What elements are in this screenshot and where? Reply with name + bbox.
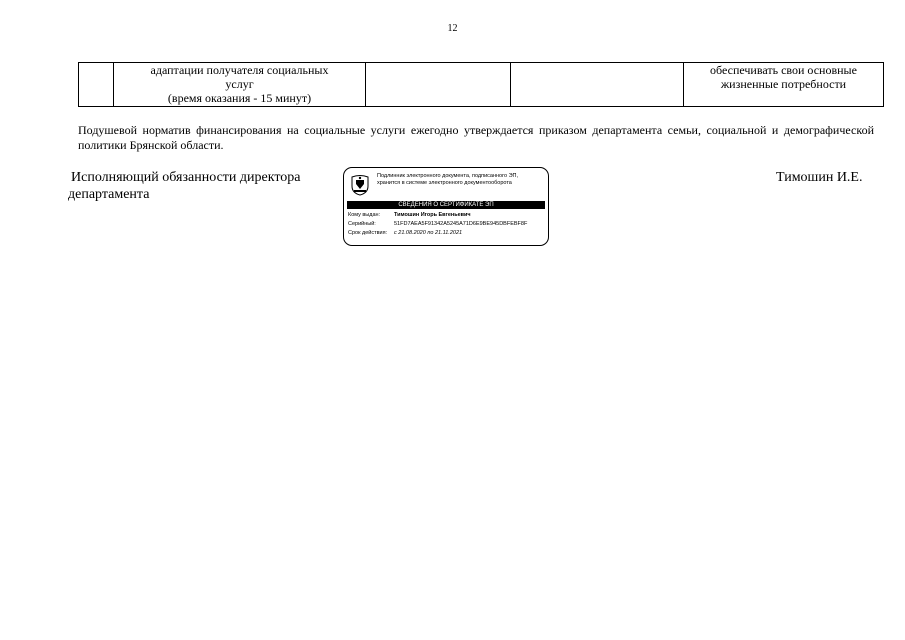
financing-paragraph: Подушевой норматив финансирования на социальные услуги ежегодно утверждается приказом департамента семьи, социальной и демографической политики Брянской области. xyxy=(78,123,874,152)
stamp-header-line-2: хранится в системе электронного документооборота xyxy=(377,180,512,186)
result-line-1: обеспечивать свои основные xyxy=(710,63,857,77)
signer-position xyxy=(68,169,300,203)
electronic-signature-stamp xyxy=(343,167,549,246)
page-number: 12 xyxy=(447,23,458,34)
stamp-certificate-title: СВЕДЕНИЯ О СЕРТИФИКАТЕ ЭП xyxy=(347,201,545,209)
signer-name: Тимошин И.Е. xyxy=(776,170,863,185)
service-line-3: (время оказания - 15 минут) xyxy=(167,91,312,105)
serial-label: Серийный: xyxy=(348,221,376,227)
result-line-2: жизненные потребности xyxy=(720,77,847,91)
table-cell-result xyxy=(684,63,884,107)
table-row xyxy=(79,63,884,107)
issued-to-value: Тимошин Игорь Евгеньевич xyxy=(394,212,471,218)
service-line-1: адаптации получателя социальных xyxy=(150,63,329,77)
stamp-issued-to xyxy=(348,212,471,219)
serial-value: 51FD7AEA5F91342A5245A71D6E9BE945DBFEBF8F xyxy=(394,221,528,227)
table-cell-service xyxy=(114,63,366,107)
table-cell-number xyxy=(79,63,114,107)
signer-position-line-2: департамента xyxy=(68,187,150,202)
table-cell-empty-1 xyxy=(366,63,511,107)
table-cell-empty-2 xyxy=(511,63,684,107)
validity-value: с 21.08.2020 по 21.11.2021 xyxy=(394,230,463,236)
validity-label: Срок действия: xyxy=(348,230,388,236)
stamp-header-line-1: Подлинник электронного документа, подписанного ЭП, xyxy=(377,173,519,179)
service-line-2: услуг xyxy=(225,77,254,91)
coat-of-arms-icon xyxy=(350,174,370,196)
stamp-validity xyxy=(348,230,462,237)
services-table xyxy=(78,62,884,107)
signer-position-line-1: Исполняющий обязанности директора xyxy=(71,170,301,185)
issued-to-label: Кому выдан: xyxy=(348,212,381,218)
stamp-serial xyxy=(348,221,527,228)
stamp-header xyxy=(377,173,547,187)
